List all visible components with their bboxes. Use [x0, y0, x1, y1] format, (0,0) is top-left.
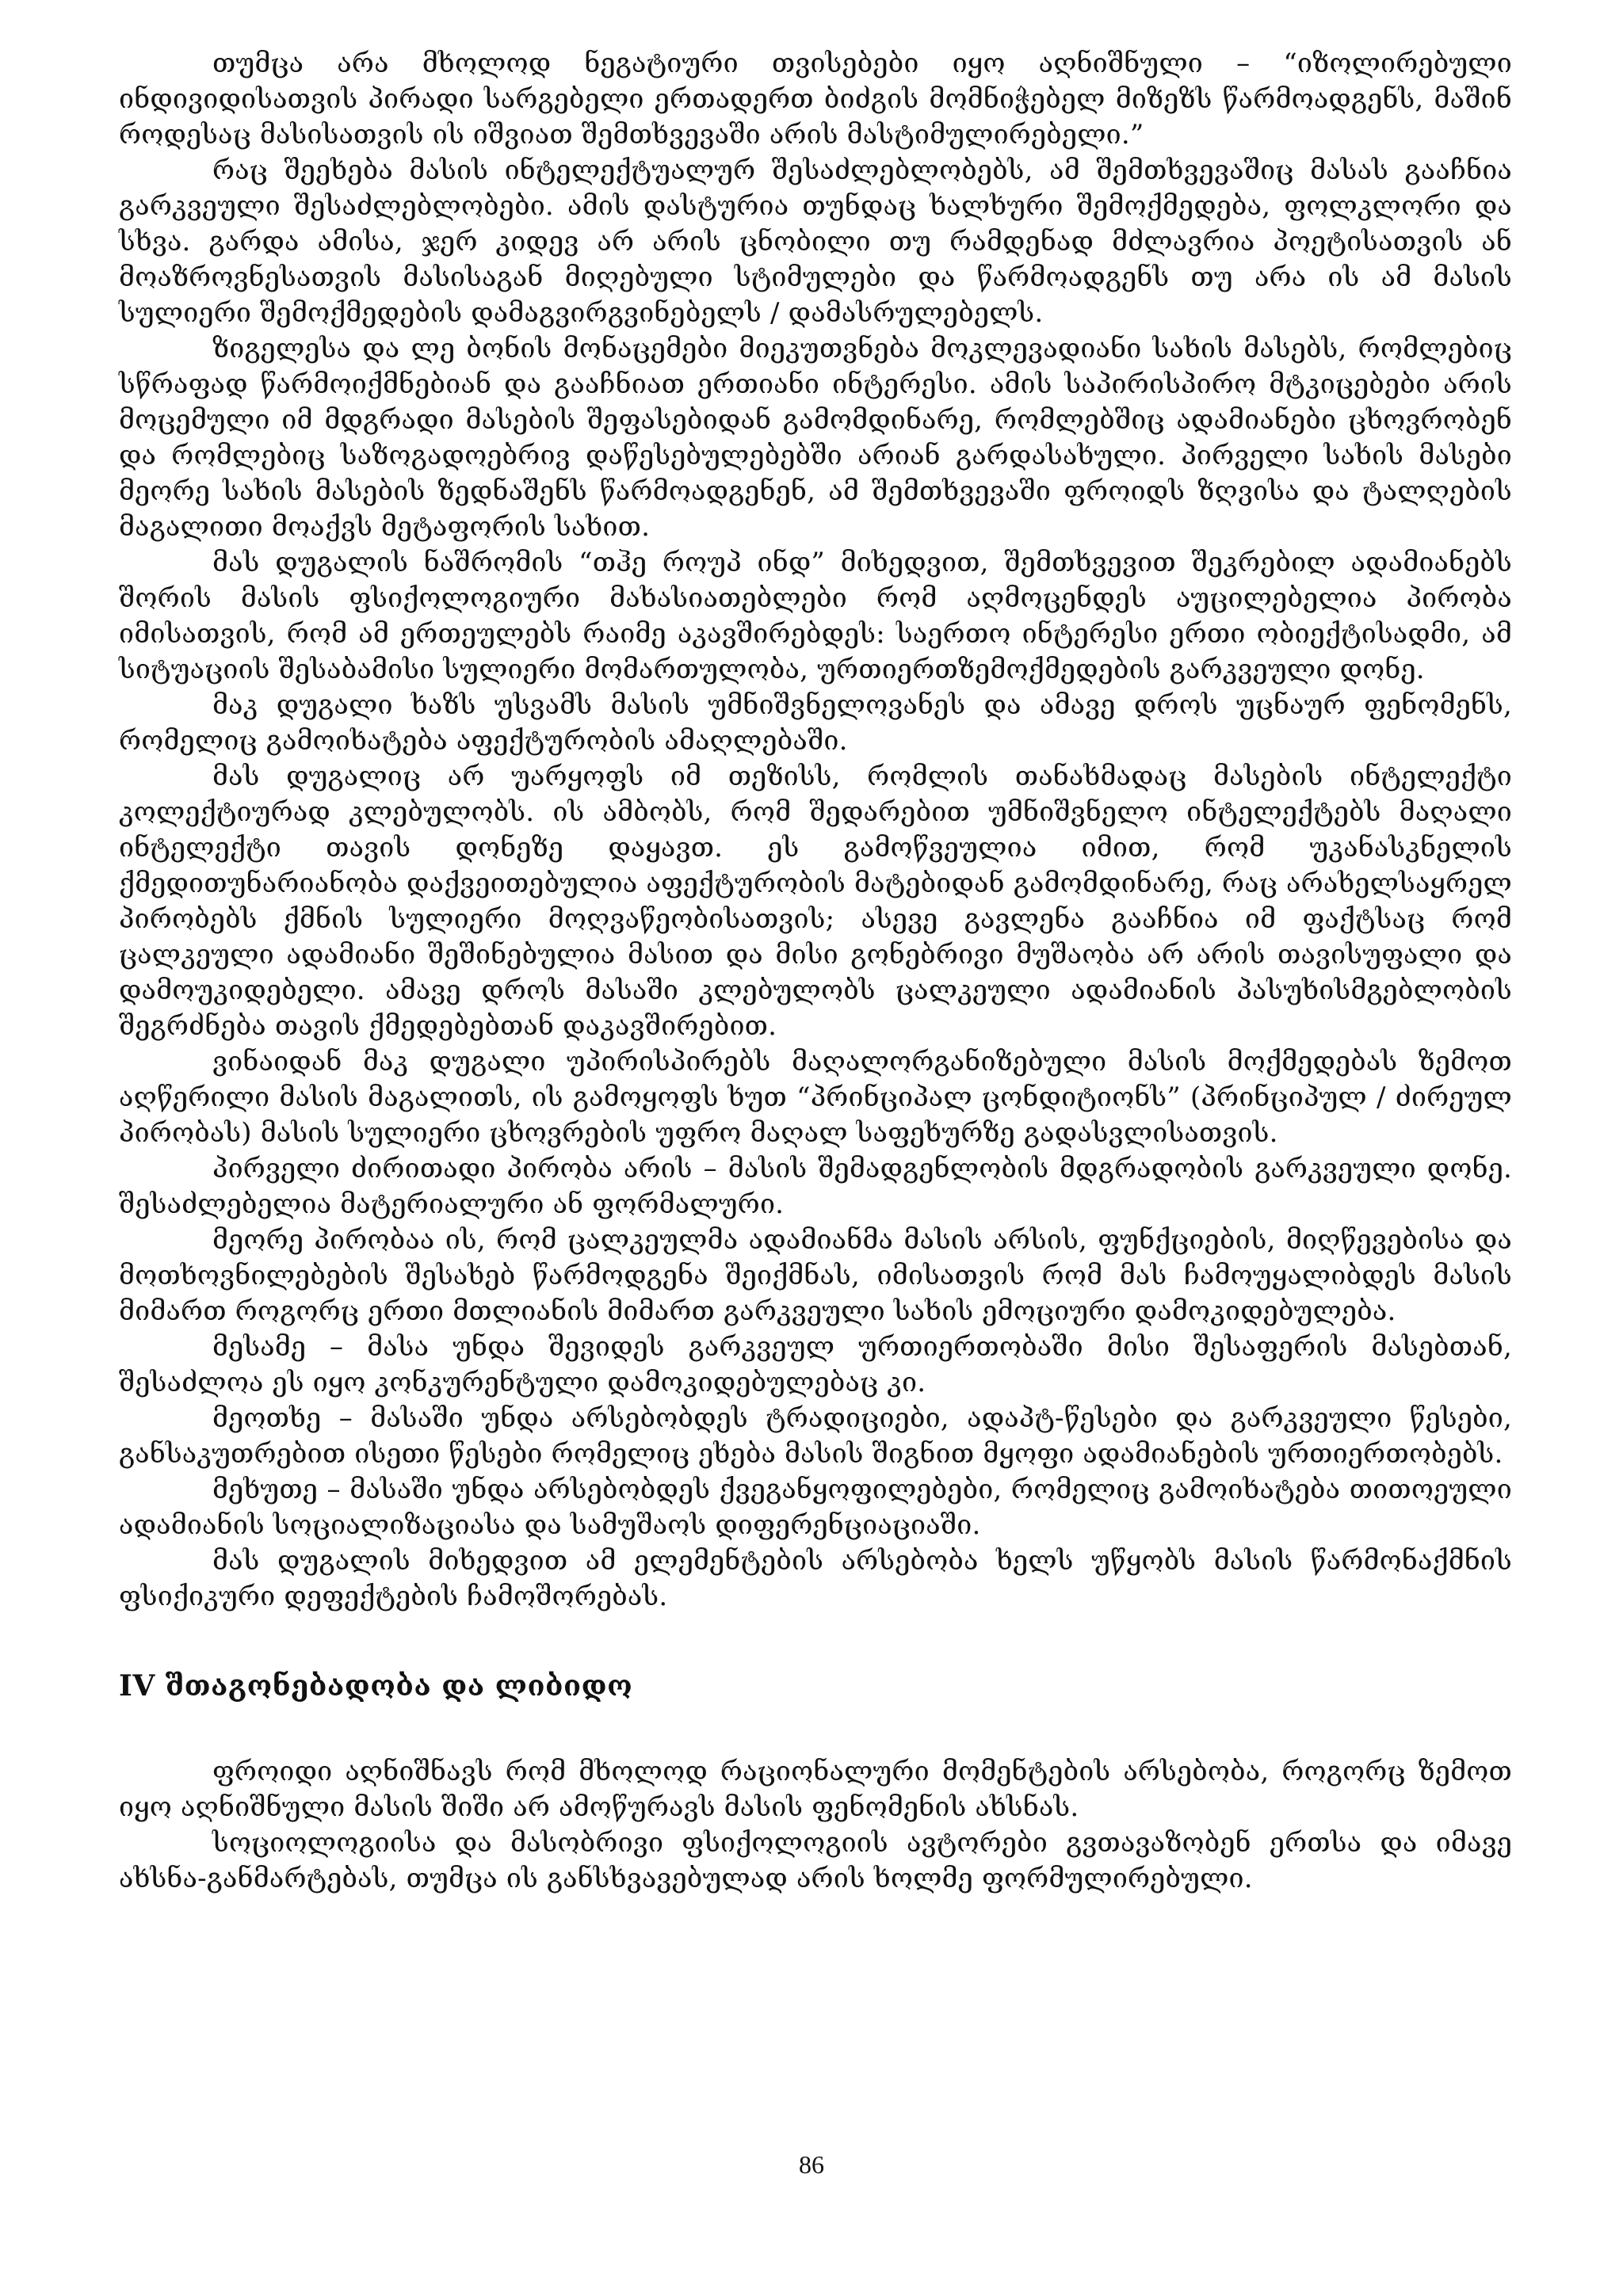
paragraph-5: მაკ დუგალი ხაზს უსვამს მასის უმნიშვნელოვანეს და ამავე დროს უცნაურ ფენომენს, რომელიც გამოიხატება აფექტურობის ამაღლებაში.	[119, 689, 1512, 757]
paragraph-7: ვინაიდან მაკ დუგალი უპირისპირებს მაღალორგანიზებული მასის მოქმედებას ზემოთ აღწერილი მასის მაგალითს, ის გამოყოფს ხუთ “პრინციპალ ცონდიტიონს” (პრინციპულ / ძირეულ პირობას) მასის სულიერი ცხოვრების უფრო მაღალ საფეხურზე გადასვლისათვის.	[119, 1046, 1512, 1149]
paragraph-11: მეოთხე – მასაში უნდა არსებობდეს ტრადიციები, ადაპტ-წესები და გარკვეული წესები, განსაკუთრებით ისეთი წესები რომელიც ეხება მასის შიგნით მყოფი ადამიანების ურთიერთობებს.	[119, 1402, 1512, 1470]
section-heading: IV შთაგონებადობა და ლიბიდო	[119, 1669, 633, 1703]
paragraph-6: მას დუგალიც არ უარყოფს იმ თეზისს, რომლის თანახმადაც მასების ინტელექტი კოლექტიურად კლებულობს. ის ამბობს, რომ შედარებით უმნიშვნელო ინტელექტებს მაღალი ინტელექტი თავის დონეზე დაყავთ. ეს გამოწვეულია იმით, რომ უკანასკნელის ქმედითუნარიანობა დაქვეითებულია აფექტურობის მატებიდან გამომდინარე, რაც არახელსაყრელ პირობებს ქმნის სულიერი მოღვაწეობისათვის; ასევე გავლენა გააჩნია იმ ფაქტსაც რომ ცალკეული ადამიანი შეშინებულია მასით და მისი გონებრივი მუშაობა არ არის თავისუფალი და დამოუკიდებელი. ამავე დროს მასაში კლებულობს ცალკეული ადამიანის პასუხისმგებლობის შეგრძნება თავის ქმედებებთან დაკავშირებით.	[119, 761, 1512, 1042]
paragraph-1: თუმცა არა მხოლოდ ნეგატიური თვისებები იყო აღნიშნული – “იზოლირებული ინდივიდისათვის პირადი სარგებელი ერთადერთ ბიძგის მომნიჭებელ მიზეზს წარმოადგენს, მაშინ როდესაც მასისათვის ის იშვიათ შემთხვევაში არის მასტიმულირებელი.”	[119, 48, 1512, 151]
paragraph-12: მეხუთე – მასაში უნდა არსებობდეს ქვეგანყოფილებები, რომელიც გამოიხატება თითოეული ადამიანის სოციალიზაციასა და სამუშაოს დიფერენციაციაში.	[119, 1474, 1512, 1541]
paragraph-9: მეორე პირობაა ის, რომ ცალკეულმა ადამიანმა მასის არსის, ფუნქციების, მიღწევებისა და მოთხოვნილებების შესახებ წარმოდგენა შეიქმნას, იმისათვის რომ მას ჩამოუყალიბდეს მასის მიმართ როგორც ერთი მთლიანის მიმართ გარკვეული სახის ემოციური დამოკიდებულება.	[119, 1224, 1512, 1327]
paragraph-14: ფროიდი აღნიშნავს რომ მხოლოდ რაციონალური მომენტების არსებობა, როგორც ზემოთ იყო აღნიშნული მასის შიში არ ამოწურავს მასის ფენომენის ახსნას.	[119, 1756, 1512, 1823]
paragraph-15: სოციოლოგიისა და მასობრივი ფსიქოლოგიის ავტორები გვთავაზობენ ერთსა და იმავე ახსნა-განმარტებას, თუმცა ის განსხვავებულად არის ხოლმე ფორმულირებული.	[119, 1827, 1512, 1894]
page-number: 86	[799, 2150, 824, 2179]
paragraph-13: მას დუგალის მიხედვით ამ ელემენტების არსებობა ხელს უწყობს მასის წარმონაქმნის ფსიქიკური დეფექტების ჩამოშორებას.	[119, 1545, 1512, 1612]
body-text	[119, 46, 1512, 1897]
paragraph-3: ზიგელესა და ლე ბონის მონაცემები მიეკუთვნება მოკლევადიანი სახის მასებს, რომლებიც სწრაფად წარმოიქმნებიან და გააჩნიათ ერთიანი ინტერესი. ამის საპირისპირო მტკიცებები არის მოცემული იმ მდგრადი მასების შეფასებიდან გამომდინარე, რომლებშიც ადამიანები ცხოვრობენ და რომლებიც საზოგადოებრივ დაწესებულებებში არიან გარდასახული. პირველი სახის მასები მეორე სახის მასების ზედნაშენს წარმოადგენენ, ამ შემთხვევაში ფროიდს ზღვისა და ტალღების მაგალითი მოაქვს მეტაფორის სახით.	[119, 333, 1512, 543]
paragraph-2: რაც შეეხება მასის ინტელექტუალურ შესაძლებლობებს, ამ შემთხვევაშიც მასას გააჩნია გარკვეული შესაძლებლობები. ამის დასტურია თუნდაც ხალხური შემოქმედება, ფოლკლორი და სხვა. გარდა ამისა, ჯერ კიდევ არ არის ცნობილი თუ რამდენად მძლავრია პოეტისათვის ან მოაზროვნესათვის მასისაგან მიღებული სტიმულები და წარმოადგენს თუ არა ის ამ მასის სულიერი შემოქმედების დამაგვირგვინებელს / დამასრულებელს.	[119, 154, 1512, 329]
paragraph-4: მას დუგალის ნაშრომის “თჰე როუპ ინდ” მიხედვით, შემთხვევით შეკრებილ ადამიანებს შორის მასის ფსიქოლოგიური მახასიათებლები რომ აღმოცენდეს აუცილებელია პირობა იმისათვის, რომ ამ ერთეულებს რაიმე აკავშირებდეს: საერთო ინტერესი ერთი ობიექტისადმი, ამ სიტუაციის შესაბამისი სულიერი მომართულობა, ურთიერთზემოქმედების გარკვეული დონე.	[119, 547, 1512, 685]
paragraph-8: პირველი ძირითადი პირობა არის – მასის შემადგენლობის მდგრადობის გარკვეული დონე. შესაძლებელია მატერიალური ან ფორმალური.	[119, 1153, 1512, 1220]
paragraph-10: მესამე – მასა უნდა შევიდეს გარკვეულ ურთიერთობაში მისი შესაფერის მასებთან, შესაძლოა ეს იყო კონკურენტული დამოკიდებულებაც კი.	[119, 1331, 1512, 1398]
